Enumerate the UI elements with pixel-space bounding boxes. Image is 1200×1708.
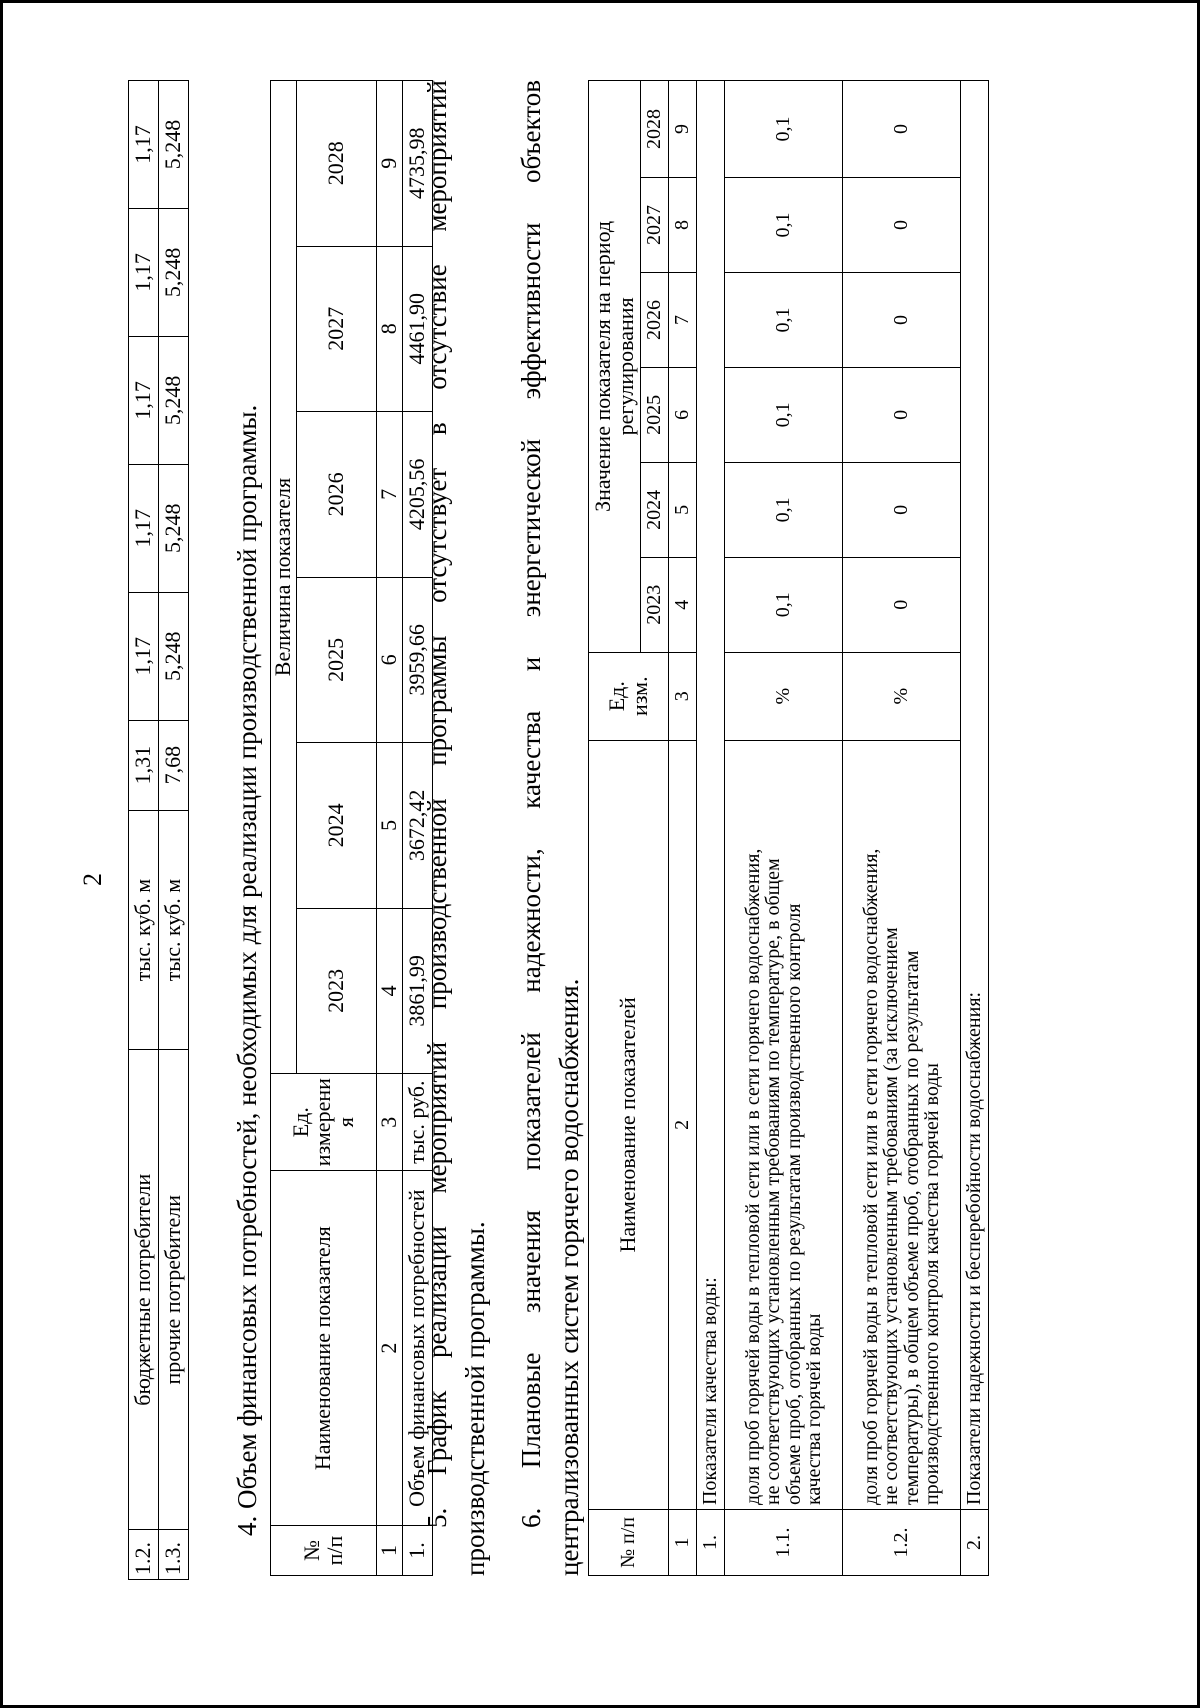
section5-word: производственной (422, 798, 452, 1010)
row-name: прочие потребители (159, 1050, 189, 1530)
index-cell: 2 (377, 1171, 403, 1526)
group-row (961, 81, 989, 1576)
table-row (129, 81, 159, 1580)
group2-num: 2. (961, 1510, 989, 1576)
index-cell: 6 (377, 577, 403, 743)
row-value: 4735,98 (403, 81, 433, 247)
row-value: 0,1 (725, 367, 843, 462)
row-value: 1,17 (129, 208, 159, 336)
row-name-line: производственного контроля качества горячей воды (920, 1063, 943, 1506)
index-cell: 3 (377, 1074, 403, 1171)
row-name-line: качества горячей воды (802, 1313, 825, 1506)
row-num: 1.2. (843, 1510, 961, 1576)
section5-word: реализации (422, 1226, 452, 1359)
section5-word: График (422, 1390, 452, 1476)
row-name-line: не соответствующих установленным требованиям (за исключением (880, 927, 903, 1506)
ind-header-unit-line2: изм. (626, 676, 652, 716)
ind-header-period-line2: регулирования (612, 297, 638, 436)
ind-index-cell: 5 (669, 462, 697, 557)
row-unit: тыс. куб. м (159, 810, 189, 1050)
row-num: 1.1. (725, 1510, 843, 1576)
ind-index-cell: 1 (669, 1510, 697, 1576)
ind-header-period (589, 81, 641, 653)
group2-name: Показатели надежности и бесперебойности водоснабжения: (961, 81, 989, 1510)
index-cell: 1 (377, 1526, 403, 1576)
row-value: 0,1 (725, 81, 843, 178)
table-row (725, 81, 843, 1576)
header-unit-line2: измерени (310, 1078, 336, 1167)
section6-word: эффективности (516, 222, 546, 400)
row-value: 5,248 (159, 336, 189, 464)
row-value: 4205,56 (403, 412, 433, 578)
row-value: 0,1 (725, 272, 843, 367)
section5-word: мероприятий (422, 80, 452, 232)
row-num: 1.3. (159, 1530, 189, 1580)
index-cell: 7 (377, 412, 403, 578)
section5-word: мероприятий (422, 1041, 452, 1194)
row-value: 4461,90 (403, 246, 433, 412)
index-cell: 4 (377, 908, 403, 1074)
section6-word: качества (516, 710, 546, 809)
index-cell: 8 (377, 246, 403, 412)
row-unit: тыс. куб. м (129, 810, 159, 1050)
section6-word: надежности, (516, 848, 546, 993)
table-row (843, 81, 961, 1576)
section5-paragraph (418, 80, 494, 1576)
ind-index-cell: 9 (669, 81, 697, 178)
header-unit (271, 1074, 377, 1171)
ind-header-year: 2024 (641, 462, 669, 557)
row-value: 5,248 (159, 592, 189, 720)
header-year: 2024 (297, 743, 377, 909)
row-value: 0 (843, 462, 961, 557)
row-num: 1.2. (129, 1530, 159, 1580)
index-cell: 9 (377, 81, 403, 247)
row-unit: % (725, 652, 843, 740)
row-name: Объем финансовых потребностей (403, 1171, 433, 1526)
header-num: № п/п (271, 1526, 377, 1576)
row-name-line: объеме проб, отобранных по результатам производственного контроля (782, 903, 805, 1506)
row-value: 5,248 (159, 464, 189, 592)
row-value: 3672,42 (403, 743, 433, 909)
row-value: 1,17 (129, 336, 159, 464)
ind-header-period-line1: Значение показателя на период (590, 220, 616, 512)
section5-word: 5. (422, 1507, 452, 1528)
header-year: 2028 (297, 81, 377, 247)
header-unit-line1: Ед. (287, 1107, 313, 1138)
group1-num: 1. (697, 1510, 725, 1576)
ind-header-num: № п/п (589, 1510, 669, 1576)
row-unit: тыс. руб. (403, 1074, 433, 1171)
header-unit-line3: я (332, 1117, 358, 1128)
ind-header-name: Наименование показателей (589, 740, 669, 1509)
section6-word: Плановые (516, 1352, 546, 1469)
section6-word: объектов (516, 80, 546, 183)
row-value: 1,31 (129, 720, 159, 810)
row-value: 0 (843, 272, 961, 367)
header-year: 2023 (297, 908, 377, 1074)
row-value: 1,17 (129, 592, 159, 720)
section6-paragraph (512, 80, 588, 1576)
section6-line2: централизованных систем горячего водоснабжения. (554, 978, 584, 1576)
row-name: бюджетные потребители (129, 1050, 159, 1530)
row-num: 1. (403, 1526, 433, 1576)
row-value: 5,248 (159, 81, 189, 209)
row-value: 3959,66 (403, 577, 433, 743)
ind-header-year: 2027 (641, 178, 669, 273)
row-value: 1,17 (129, 464, 159, 592)
header-name: Наименование показателя (271, 1171, 377, 1526)
ind-index-cell: 2 (669, 740, 697, 1509)
section5-word: в (422, 422, 452, 436)
row-name-line: не соответствующих установленным требованиям по температуре, в общем (762, 858, 785, 1506)
header-year: 2026 (297, 412, 377, 578)
ind-header-year: 2025 (641, 367, 669, 462)
ind-index-cell: 8 (669, 178, 697, 273)
ind-index-cell: 4 (669, 557, 697, 652)
ind-header-unit-line1: Ед. (604, 681, 630, 712)
section5-line1 (418, 80, 456, 1576)
header-year: 2027 (297, 246, 377, 412)
row-value: 5,248 (159, 208, 189, 336)
row-value: 0 (843, 178, 961, 273)
row-name-line: доля проб горячей воды в тепловой сети или в сети горячего водоснабжения, (741, 848, 764, 1506)
table-financial-needs (270, 80, 433, 1576)
row-unit: % (843, 652, 961, 740)
row-name-line: температуры), в общем объеме проб, отобранных по результатам (900, 950, 923, 1506)
ind-index-cell: 6 (669, 367, 697, 462)
section5-line2: производственной программы. (460, 1221, 490, 1576)
table-row (159, 81, 189, 1580)
row-value: 3861,99 (403, 908, 433, 1074)
row-value: 0 (843, 81, 961, 178)
group1-name: Показатели качества воды: (697, 81, 725, 1510)
index-cell: 5 (377, 743, 403, 909)
ind-index-cell: 7 (669, 272, 697, 367)
row-value: 0,1 (725, 178, 843, 273)
header-value-group: Величина показателя (271, 81, 297, 1074)
row-value: 1,17 (129, 81, 159, 209)
row-name (843, 740, 961, 1509)
ind-header-year: 2026 (641, 272, 669, 367)
table-indicators (588, 80, 989, 1576)
row-name (725, 740, 843, 1509)
table-continuation (128, 80, 189, 1580)
section6-word: значения (516, 1210, 546, 1313)
row-value: 0,1 (725, 462, 843, 557)
section6-word: и (516, 656, 546, 672)
ind-header-unit (589, 652, 669, 740)
ind-index-cell: 3 (669, 652, 697, 740)
section4-heading: 4. Объем финансовых потребностей, необходимых для реализации производственной программы. (232, 404, 262, 1536)
row-name-line: доля проб горячей воды в тепловой сети или в сети горячего водоснабжения, (859, 848, 882, 1506)
section5-word: отсутствие (422, 264, 452, 390)
row-value: 0 (843, 367, 961, 462)
section6-line1 (512, 80, 550, 1576)
header-year: 2025 (297, 577, 377, 743)
page-number: 2 (78, 873, 107, 886)
row-value: 0,1 (725, 557, 843, 652)
ind-header-year: 2028 (641, 81, 669, 178)
section5-word: отсутствует (422, 467, 452, 603)
row-value: 0 (843, 557, 961, 652)
section6-word: энергетической (516, 438, 546, 618)
ind-header-year: 2023 (641, 557, 669, 652)
section6-word: показателей (516, 1032, 546, 1171)
section5-word: программы (422, 635, 452, 766)
section6-word: 6. (516, 1507, 546, 1528)
row-value: 7,68 (159, 720, 189, 810)
